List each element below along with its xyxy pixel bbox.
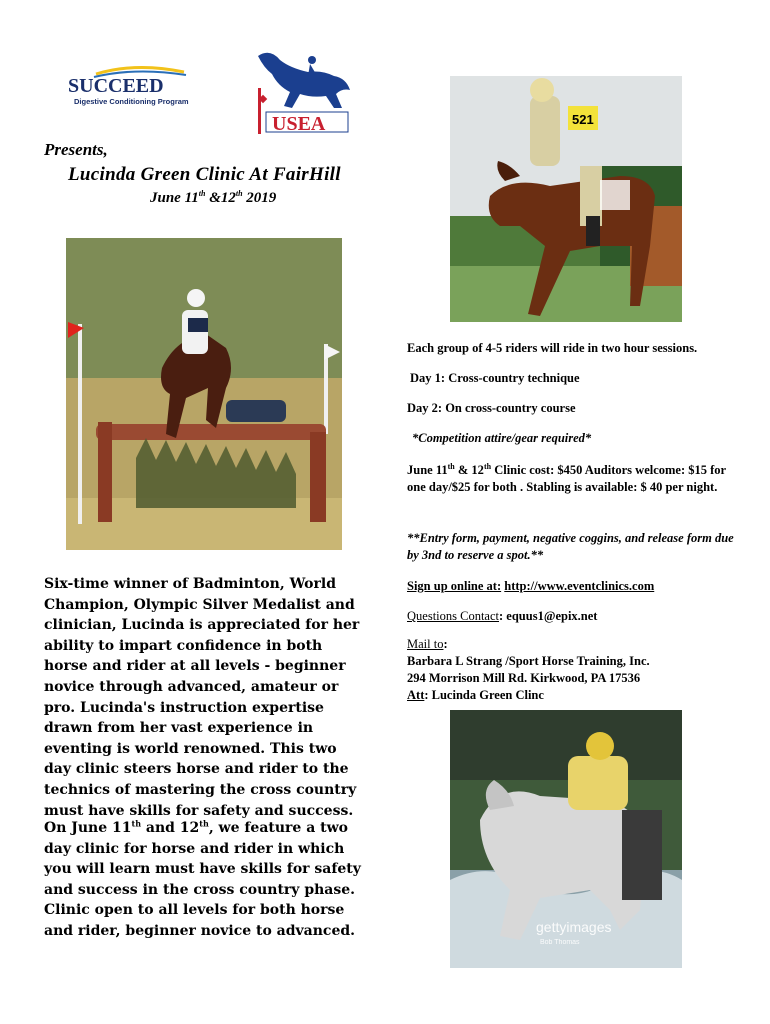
questions-email[interactable]: : equus1@epix.net bbox=[499, 609, 598, 623]
questions-line bbox=[407, 608, 737, 625]
clinic-title: Lucinda Green Clinic At FairHill bbox=[68, 164, 341, 185]
water-jump-photo bbox=[450, 710, 682, 968]
cost-text bbox=[407, 462, 737, 496]
usea-logo bbox=[250, 46, 360, 138]
cost-sup-1: th bbox=[447, 461, 455, 471]
rider-photo-top bbox=[450, 76, 682, 322]
clinic-dates bbox=[150, 190, 276, 207]
succeed-tagline: Digestive Conditioning Program bbox=[74, 97, 189, 106]
mail-block bbox=[407, 636, 737, 704]
p2-sup-2: th bbox=[199, 818, 209, 829]
signup-link[interactable]: http://www.eventclinics.com bbox=[504, 579, 655, 593]
groups-text: Each group of 4-5 riders will ride in two hour sessions. bbox=[407, 341, 698, 355]
bio-paragraph: Six-time winner of Badminton, World Champion, Olympic Silver Medalist and clinician, Lucinda is appreciated for her ability to impart confidence in both horse and rider at all levels - beginner novice through advanced, amateur or pro. Lucinda's instruction expertise drawn from her vast experience in eventing is world renowned. This two day clinic steers horse and rider to the technics of mastering the cross country must have skills for safety and success. bbox=[44, 576, 360, 819]
attire-text: *Competition attire/gear required* bbox=[412, 431, 592, 445]
photo-credit: Bob Thomas bbox=[540, 939, 580, 946]
p2-b: and 12 bbox=[141, 820, 200, 836]
cost-b: & 12 bbox=[454, 463, 484, 477]
dates-sup-1: th bbox=[198, 189, 206, 198]
dates-suffix: 2019 bbox=[242, 190, 277, 206]
dates-mid: &12 bbox=[205, 190, 236, 206]
clinic-paragraph bbox=[44, 818, 364, 942]
signup-line bbox=[407, 578, 737, 595]
att-line bbox=[407, 687, 737, 704]
presents-label: Presents, bbox=[44, 140, 108, 159]
questions-label: Questions Contact bbox=[407, 609, 500, 623]
succeed-logo-text: SUCCEED bbox=[68, 75, 164, 97]
p2-a: On June 11 bbox=[44, 820, 132, 836]
cost-c: Clinic cost: $450 Auditors welcome: $15 for one day/$25 for both . Stabling is available: $ 40 per night. bbox=[407, 463, 726, 494]
p2-sup-1: th bbox=[131, 818, 142, 829]
mail-label: Mail to bbox=[407, 637, 444, 651]
jump-photo bbox=[66, 238, 342, 550]
mail-to-line bbox=[407, 636, 737, 653]
signup-label: Sign up online at: bbox=[407, 579, 502, 593]
mail-address: 294 Morrison Mill Rd. Kirkwood, PA 17536 bbox=[407, 671, 641, 685]
mail-colon: : bbox=[443, 637, 448, 651]
cost-a: June 11 bbox=[407, 463, 448, 477]
dates-sup-2: th bbox=[235, 189, 243, 198]
bib-number: 521 bbox=[572, 112, 594, 127]
entry-text: **Entry form, payment, negative coggins, and release form due by 3nd to reserve a spot.** bbox=[407, 531, 734, 562]
entry-note bbox=[407, 530, 737, 564]
getty-watermark: gettyimages bbox=[536, 919, 612, 935]
att-value: : Lucinda Green Clinc bbox=[424, 688, 544, 702]
mail-name: Barbara L Strang /Sport Horse Training, Inc. bbox=[407, 654, 650, 668]
succeed-logo bbox=[66, 62, 194, 108]
usea-logo-text: USEA bbox=[272, 113, 326, 135]
attire-note bbox=[412, 430, 742, 447]
p2-c: , we feature a two day clinic for horse and rider in which you will learn must have skills for safety and success in the cross country phase. Clinic open to all levels for both horse and rider, beginner novice to advanced. bbox=[44, 820, 361, 939]
day2-text: Day 2: On cross-country course bbox=[407, 401, 576, 415]
att-label: Att bbox=[407, 688, 425, 702]
day1-text: Day 1: Cross-country technique bbox=[410, 371, 580, 385]
cost-sup-2: th bbox=[483, 461, 492, 471]
dates-prefix: June 11 bbox=[150, 190, 199, 206]
